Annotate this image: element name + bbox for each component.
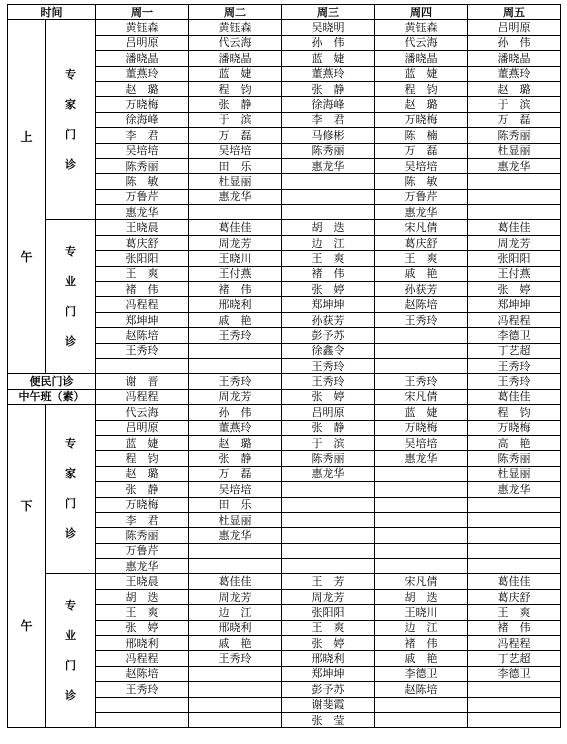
doctor-cell: 万晓梅 [375,420,468,435]
doctor-cell [282,512,375,527]
doctor-cell: 李德卫 [468,328,561,343]
doctor-cell: 葛佳佳 [468,574,561,589]
doctor-cell: 代云海 [375,35,468,50]
doctor-cell: 冯程程 [96,389,189,404]
doctor-cell: 黄钰森 [96,20,189,35]
doctor-cell: 黄钰森 [189,20,282,35]
doctor-cell: 董燕玲 [96,66,189,81]
doctor-cell: 万晓梅 [375,112,468,127]
doctor-cell [189,343,282,358]
doctor-cell: 葛佳佳 [189,220,282,235]
doctor-cell [468,543,561,558]
doctor-cell [468,528,561,543]
doctor-cell: 蓝 婕 [189,66,282,81]
doctor-cell: 王秀玲 [282,374,375,389]
pm-special-label-char: 专 [65,598,76,612]
doctor-cell: 王秀玲 [282,358,375,373]
doctor-cell: 张 婷 [282,389,375,404]
doctor-cell [468,512,561,527]
doctor-cell: 陈 敏 [96,174,189,189]
doctor-cell: 赵陈培 [96,666,189,681]
doctor-cell: 吕明原 [282,405,375,420]
am-expert-label-char: 诊 [65,157,76,171]
header-row [8,5,561,20]
am-expert-label [46,20,96,220]
doctor-cell [375,466,468,481]
doctor-cell: 吴培培 [375,158,468,173]
doctor-cell: 王秀玲 [375,374,468,389]
doctor-cell: 马修彬 [282,128,375,143]
doctor-cell: 赵 璐 [96,81,189,96]
doctor-cell: 于 滨 [282,435,375,450]
pm-expert-label [46,405,96,574]
header-mon: 周一 [96,5,189,20]
pm-special-label-char: 门 [65,658,76,672]
pm-expert-label-char: 门 [65,497,76,511]
doctor-cell: 高 艳 [468,435,561,450]
doctor-cell: 王 芳 [282,574,375,589]
doctor-cell: 彭予苏 [282,682,375,697]
am-special-label-char: 专 [65,244,76,258]
doctor-cell: 赵陈培 [96,328,189,343]
doctor-cell: 吕明原 [96,35,189,50]
doctor-cell [468,174,561,189]
doctor-cell [468,697,561,712]
doctor-cell: 郑坤坤 [282,297,375,312]
doctor-cell: 张 莹 [282,712,375,727]
doctor-cell: 赵陈培 [375,682,468,697]
doctor-cell: 代云海 [96,405,189,420]
doctor-cell: 宋凡倩 [375,220,468,235]
pm-expert-label-char: 家 [65,467,76,481]
doctor-cell: 惠龙华 [468,482,561,497]
doctor-cell: 徐海峰 [96,112,189,127]
header-tue: 周二 [189,5,282,20]
doctor-cell: 李 君 [96,128,189,143]
pm-expert-label-char: 诊 [65,527,76,541]
doctor-cell: 褚 伟 [96,282,189,297]
doctor-cell [282,559,375,574]
doctor-cell [468,205,561,220]
doctor-cell: 张 静 [282,420,375,435]
doctor-cell [468,712,561,727]
am-label-char: 上 [20,129,33,144]
doctor-cell: 徐海峰 [282,97,375,112]
doctor-cell: 万鲁芹 [96,543,189,558]
doctor-cell: 陈 楠 [375,128,468,143]
doctor-cell: 李德卫 [375,666,468,681]
doctor-cell: 王 爽 [96,605,189,620]
am-special-label-char: 诊 [65,334,76,348]
schedule-table [7,4,561,728]
doctor-cell: 杜显丽 [189,174,282,189]
doctor-cell: 葛庆舒 [468,589,561,604]
doctor-cell: 王 爽 [468,605,561,620]
pm-special-label [46,574,96,728]
doctor-cell: 彭予苏 [282,328,375,343]
doctor-cell: 惠龙华 [189,528,282,543]
doctor-cell: 邢晓利 [96,636,189,651]
doctor-cell [468,682,561,697]
doctor-cell: 张阳阳 [468,251,561,266]
doctor-cell: 葛佳佳 [468,389,561,404]
pm-special-label-char: 业 [65,628,76,642]
doctor-cell: 蓝 婕 [282,51,375,66]
doctor-cell [282,174,375,189]
doctor-cell: 丁艺超 [468,343,561,358]
table-row [8,20,561,35]
doctor-cell: 陈秀丽 [96,528,189,543]
doctor-cell: 潘晓晶 [96,51,189,66]
doctor-cell: 张 婷 [282,636,375,651]
doctor-cell: 王晓晨 [96,220,189,235]
doctor-cell [375,482,468,497]
doctor-cell: 王秀玲 [468,358,561,373]
doctor-cell [375,328,468,343]
doctor-cell: 李 君 [96,512,189,527]
am-expert-label-char: 门 [65,127,76,141]
doctor-cell: 郑坤坤 [96,312,189,327]
doctor-cell: 孙获芳 [282,312,375,327]
doctor-cell [189,358,282,373]
doctor-cell [189,559,282,574]
doctor-cell: 张 婷 [468,282,561,297]
doctor-cell [189,712,282,727]
doctor-cell: 惠龙华 [468,158,561,173]
doctor-cell: 惠龙华 [282,466,375,481]
doctor-cell [468,497,561,512]
doctor-cell [96,358,189,373]
doctor-cell: 陈秀丽 [282,451,375,466]
doctor-cell: 杜显丽 [189,512,282,527]
doctor-cell: 褚 伟 [189,282,282,297]
am-label-char: 午 [20,249,33,264]
doctor-cell [375,543,468,558]
doctor-cell: 吴培培 [96,143,189,158]
doctor-cell: 王秀玲 [468,374,561,389]
doctor-cell: 胡 迭 [96,589,189,604]
doctor-cell: 万 磊 [189,128,282,143]
doctor-cell: 王秀玲 [96,682,189,697]
doctor-cell: 田 乐 [189,158,282,173]
doctor-cell: 周龙芳 [468,235,561,250]
doctor-cell: 张阳阳 [96,251,189,266]
doctor-cell: 程 钧 [468,405,561,420]
doctor-cell: 赵 璐 [96,466,189,481]
doctor-cell [375,528,468,543]
doctor-cell [468,559,561,574]
noon-row [8,389,561,404]
table-row [8,220,561,235]
doctor-cell: 褚 伟 [375,636,468,651]
doctor-cell: 冯程程 [96,651,189,666]
header-time: 时间 [8,5,96,20]
doctor-cell: 陈秀丽 [468,451,561,466]
doctor-cell: 万 磊 [375,143,468,158]
doctor-cell: 邢晓利 [189,297,282,312]
pm-label-label [8,405,46,728]
doctor-cell: 惠龙华 [282,158,375,173]
doctor-cell: 吴培培 [375,435,468,450]
pm-label-char: 午 [20,619,33,634]
doctor-cell: 吴培培 [189,482,282,497]
doctor-cell: 赵 璐 [189,435,282,450]
am-label-label [8,20,46,374]
convenience-label: 便民门诊 [8,374,96,389]
doctor-cell: 王 爽 [375,251,468,266]
doctor-cell: 万鲁芹 [96,189,189,204]
doctor-cell: 董燕玲 [282,66,375,81]
doctor-cell: 惠龙华 [375,451,468,466]
doctor-cell: 王付燕 [189,266,282,281]
doctor-cell: 万晓梅 [96,97,189,112]
table-row [8,405,561,420]
doctor-cell: 赵陈培 [375,297,468,312]
doctor-cell: 万晓梅 [468,420,561,435]
doctor-cell: 周龙芳 [282,589,375,604]
doctor-cell [375,712,468,727]
doctor-cell: 谢斐霞 [282,697,375,712]
doctor-cell: 王晓晨 [96,574,189,589]
doctor-cell: 孙 伟 [468,35,561,50]
doctor-cell: 于 滨 [468,97,561,112]
doctor-cell: 王秀玲 [189,328,282,343]
doctor-cell: 吕明原 [468,20,561,35]
doctor-cell: 边 江 [375,620,468,635]
doctor-cell: 吴晓明 [282,20,375,35]
doctor-cell: 陈秀丽 [96,158,189,173]
doctor-cell: 冯程程 [468,312,561,327]
doctor-cell: 董燕玲 [189,420,282,435]
doctor-cell: 杜显丽 [468,466,561,481]
doctor-cell [282,482,375,497]
doctor-cell: 戚 艳 [189,312,282,327]
doctor-cell [96,697,189,712]
doctor-cell: 张 婷 [282,282,375,297]
doctor-cell: 胡 迭 [375,589,468,604]
am-special-label-char: 门 [65,304,76,318]
doctor-cell: 田 乐 [189,497,282,512]
doctor-cell [375,497,468,512]
doctor-cell: 郑坤坤 [282,666,375,681]
doctor-cell: 葛佳佳 [189,574,282,589]
doctor-cell: 万晓梅 [96,497,189,512]
header-wed: 周三 [282,5,375,20]
doctor-cell: 陈 敏 [375,174,468,189]
doctor-cell: 张 静 [189,451,282,466]
doctor-cell: 张 静 [96,482,189,497]
doctor-cell: 陈秀丽 [468,128,561,143]
doctor-cell: 徐鑫令 [282,343,375,358]
doctor-cell: 褚 伟 [468,620,561,635]
doctor-cell: 潘晓晶 [468,51,561,66]
doctor-cell: 潘晓晶 [189,51,282,66]
doctor-cell: 代云海 [189,35,282,50]
doctor-cell: 丁艺超 [468,651,561,666]
doctor-cell: 胡 迭 [282,220,375,235]
doctor-cell: 王 爽 [282,251,375,266]
doctor-cell: 赵 璐 [468,81,561,96]
doctor-cell: 葛佳佳 [468,220,561,235]
doctor-cell [282,189,375,204]
doctor-cell: 王晓川 [189,251,282,266]
doctor-cell [375,697,468,712]
doctor-cell: 王付燕 [468,266,561,281]
doctor-cell: 邢晓利 [189,620,282,635]
doctor-cell [189,666,282,681]
am-special-label [46,220,96,374]
doctor-cell [189,682,282,697]
doctor-cell: 王 爽 [96,266,189,281]
doctor-cell: 惠龙华 [375,205,468,220]
doctor-cell: 程 钧 [189,81,282,96]
doctor-cell: 谢 晋 [96,374,189,389]
doctor-cell [375,343,468,358]
doctor-cell: 赵 璐 [375,97,468,112]
doctor-cell: 王秀玲 [189,651,282,666]
doctor-cell: 蓝 婕 [375,66,468,81]
doctor-cell: 孙 伟 [282,35,375,50]
doctor-cell [282,543,375,558]
doctor-cell: 王秀玲 [96,343,189,358]
am-expert-label-char: 家 [65,97,76,111]
doctor-cell: 黄钰森 [375,20,468,35]
noon-label: 中午班（素） [8,389,96,404]
doctor-cell: 惠龙华 [96,205,189,220]
doctor-cell [189,543,282,558]
doctor-cell: 宋凡倩 [375,389,468,404]
doctor-cell: 边 江 [189,605,282,620]
doctor-cell: 蓝 婕 [96,435,189,450]
doctor-cell: 褚 伟 [282,266,375,281]
doctor-cell: 张 婷 [96,620,189,635]
doctor-cell: 吴培培 [189,143,282,158]
doctor-cell [282,205,375,220]
doctor-cell: 周龙芳 [189,235,282,250]
doctor-cell: 于 滨 [189,112,282,127]
doctor-cell: 邢晓利 [282,651,375,666]
doctor-cell [375,358,468,373]
doctor-cell: 惠龙华 [189,189,282,204]
doctor-cell: 王秀玲 [189,374,282,389]
doctor-cell: 周龙芳 [189,389,282,404]
doctor-cell: 王 爽 [282,620,375,635]
doctor-cell: 周龙芳 [189,589,282,604]
doctor-cell [375,559,468,574]
doctor-cell: 万 磊 [189,466,282,481]
table-row [8,574,561,589]
doctor-cell: 宋凡倩 [375,574,468,589]
doctor-cell: 戚 艳 [375,651,468,666]
doctor-cell [282,528,375,543]
doctor-cell: 吕明原 [96,420,189,435]
doctor-cell: 程 钧 [375,81,468,96]
doctor-cell [189,205,282,220]
doctor-cell: 惠龙华 [96,559,189,574]
doctor-cell: 葛庆舒 [96,235,189,250]
header-thu: 周四 [375,5,468,20]
doctor-cell: 张 静 [282,81,375,96]
doctor-cell: 葛庆舒 [375,235,468,250]
doctor-cell [375,512,468,527]
doctor-cell: 孙获芳 [375,282,468,297]
doctor-cell: 陈秀丽 [282,143,375,158]
header-fri: 周五 [468,5,561,20]
doctor-cell: 董燕玲 [468,66,561,81]
am-special-label-char: 业 [65,274,76,288]
doctor-cell: 边 江 [282,235,375,250]
doctor-cell [282,497,375,512]
doctor-cell: 蓝 婕 [375,405,468,420]
am-expert-label-char: 专 [65,67,76,81]
doctor-cell: 孙 伟 [189,405,282,420]
doctor-cell [189,697,282,712]
pm-expert-label-char: 专 [65,437,76,451]
doctor-cell: 戚 艳 [375,266,468,281]
doctor-cell: 李德卫 [468,666,561,681]
doctor-cell: 冯程程 [468,636,561,651]
pm-special-label-char: 诊 [65,688,76,702]
doctor-cell: 王秀玲 [375,312,468,327]
doctor-cell: 杜显丽 [468,143,561,158]
doctor-cell: 万鲁芹 [375,189,468,204]
doctor-cell [96,712,189,727]
doctor-cell: 戚 艳 [189,636,282,651]
doctor-cell: 王晓川 [375,605,468,620]
doctor-cell: 冯程程 [96,297,189,312]
doctor-cell: 郑坤坤 [468,297,561,312]
doctor-cell [468,189,561,204]
doctor-cell: 潘晓晶 [375,51,468,66]
doctor-cell: 万 磊 [468,112,561,127]
convenience-row [8,374,561,389]
doctor-cell: 张 静 [189,97,282,112]
pm-label-char: 下 [20,499,33,514]
doctor-cell: 程 钧 [96,451,189,466]
doctor-cell: 李 君 [282,112,375,127]
doctor-cell: 张阳阳 [282,605,375,620]
